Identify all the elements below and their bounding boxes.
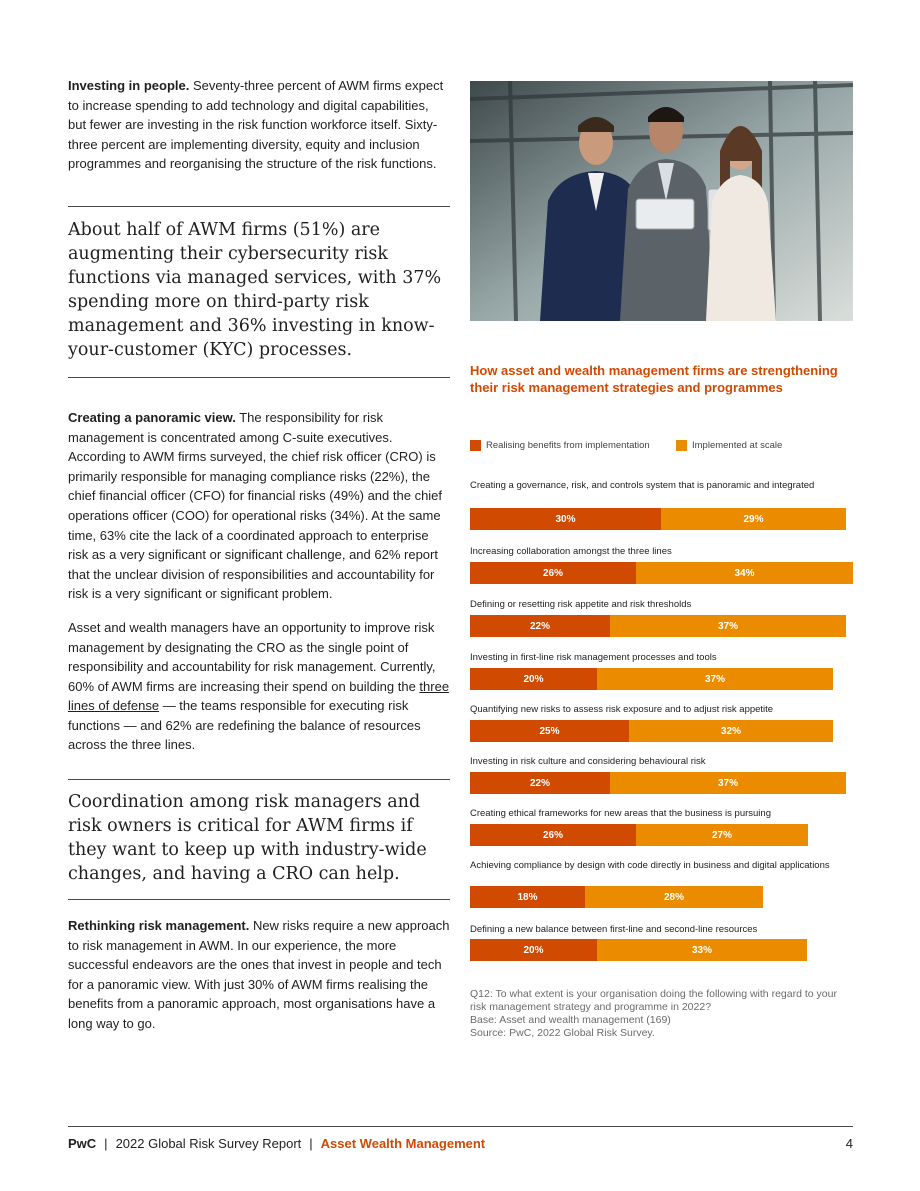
- bar-segment-realising: 26%: [470, 562, 636, 584]
- bar-segment-implemented: 37%: [597, 668, 833, 690]
- pull-quote: Coordination among risk managers and risk owners is critical for AWM firms if they want to keep up with industry-wide changes, and having a CRO can help.: [68, 792, 427, 885]
- bar-segment-realising: 22%: [470, 615, 610, 637]
- footer-report-title: 2022 Global Risk Survey Report: [115, 1136, 302, 1151]
- bar-segment-realising: 20%: [470, 939, 597, 961]
- chart-base-note: Base: Asset and wealth management (169): [470, 1014, 671, 1026]
- footer-divider: [68, 1126, 853, 1127]
- bar-label: Quantifying new risks to assess risk exposure and to adjust risk appetite: [470, 704, 774, 715]
- bar-segment-realising: 18%: [470, 886, 585, 908]
- footer-section: Asset Wealth Management: [320, 1136, 486, 1151]
- legend-item-implemented: Implemented at scale: [676, 440, 782, 451]
- footer-line: [68, 1136, 853, 1151]
- bar-segment-implemented: 33%: [597, 939, 807, 961]
- paragraph-cro-opportunity: Asset and wealth managers have an opportunity to improve risk management by designating the CRO as the single point of responsibility and accountability for risk management. Currently, 60% of AWM firms are increasing their spend on building the three lines of defense — the teams responsible for executing risk functions — and 62% are redefining the balance of resources across the three lines.: [68, 619, 450, 753]
- divider: [68, 206, 450, 207]
- divider: [68, 899, 450, 900]
- bar-label: Achieving compliance by design with code directly in business and digital applications: [470, 860, 830, 871]
- chart-source-note: Source: PwC, 2022 Global Risk Survey.: [470, 1027, 655, 1039]
- chart-panel: [470, 362, 853, 1039]
- bar-label: Increasing collaboration amongst the three lines: [470, 546, 672, 557]
- bar-segment-implemented: 27%: [636, 824, 808, 846]
- legend-swatch: [676, 440, 687, 451]
- paragraph-heading: Creating a panoramic view.: [68, 409, 236, 425]
- office-team-photo: [470, 81, 853, 321]
- bar-segment-implemented: 32%: [629, 720, 833, 742]
- bar-label: Defining a new balance between first-line and second-line resources: [470, 924, 758, 935]
- bar-label: Investing in first-line risk management processes and tools: [470, 652, 717, 663]
- bar-segment-realising: 25%: [470, 720, 629, 742]
- divider: [68, 779, 450, 780]
- legend-swatch: [470, 440, 481, 451]
- chart-question-note: Q12: To what extent is your organisation doing the following with regard to your risk management strategy and programme in 2022?: [470, 988, 837, 1013]
- page-footer: [68, 1126, 853, 1151]
- bar-segment-realising: 26%: [470, 824, 636, 846]
- left-column: [68, 76, 450, 1034]
- chart-notes: [470, 988, 853, 1040]
- bar-segment-realising: 22%: [470, 772, 610, 794]
- paragraph-panoramic-view: Creating a panoramic view. The responsibility for risk management is concentrated among C-suite executives. According to AWM firms surveyed, the chief risk officer (CRO) is primarily responsible for managing compliance risks (22%), the chief financial officer (CFO) for financial risks (49%) and the chief operations officer (COO) for operational risks (34%). At the same time, 63% cite the lack of a coordinated approach to enterprise risk as a very significant or significant challenge, and 62% report that the unclear division of responsibilities and accountability for risk is a very significant or significant problem.: [68, 409, 443, 602]
- footer-separator: |: [309, 1136, 313, 1151]
- divider: [68, 377, 450, 378]
- bar-label: Defining or resetting risk appetite and risk thresholds: [470, 599, 692, 610]
- footer-separator: |: [104, 1136, 108, 1151]
- bar-segment-implemented: 28%: [585, 886, 763, 908]
- bar-segment-implemented: 37%: [610, 615, 846, 637]
- bar-label: Investing in risk culture and considering behavioural risk: [470, 756, 706, 767]
- paragraph-rethinking: Rethinking risk management. New risks require a new approach to risk management in AWM. In our experience, the more successful endeavors are the ones that invest in people and tech for a panoramic view. With just 30% of AWM firms realising the benefits from a panoramic approach, most organisations have a long way to go.: [68, 918, 450, 1032]
- three-lines-link[interactable]: three lines of defense: [68, 678, 450, 714]
- footer-brand: PwC: [68, 1136, 97, 1151]
- chart-legend: [470, 440, 853, 454]
- bar-segment-implemented: 29%: [661, 508, 846, 530]
- bar-segment-realising: 30%: [470, 508, 661, 530]
- bar-segment-implemented: 37%: [610, 772, 846, 794]
- bar-segment-realising: 20%: [470, 668, 597, 690]
- chart-title: How asset and wealth management firms are strengthening their risk management strategies and programmes: [470, 363, 838, 395]
- bar-label: Creating ethical frameworks for new areas that the business is pursuing: [470, 808, 771, 819]
- paragraph-heading: Rethinking risk management.: [68, 918, 250, 934]
- page-number: 4: [845, 1136, 853, 1151]
- legend-item-realising: Realising benefits from implementation: [470, 440, 650, 451]
- paragraph-heading: Investing in people.: [68, 78, 190, 93]
- paragraph-investing-in-people: Investing in people. Seventy-three percent of AWM firms expect to increase spending to add technology and digital capabilities, but fewer are investing in the risk function workforce itself. Sixty-three percent are implementing diversity, equity and inclusion programmes and reorganising the structure of the risk functions.: [68, 78, 444, 172]
- bar-label: Creating a governance, risk, and controls system that is panoramic and integrated: [470, 480, 815, 491]
- bar-segment-implemented: 34%: [636, 562, 853, 584]
- pull-quote: About half of AWM firms (51%) are augmenting their cybersecurity risk functions via managed services, with 37% spending more on third-party risk management and 36% investing in know-your-customer (KYC) processes.: [68, 219, 442, 360]
